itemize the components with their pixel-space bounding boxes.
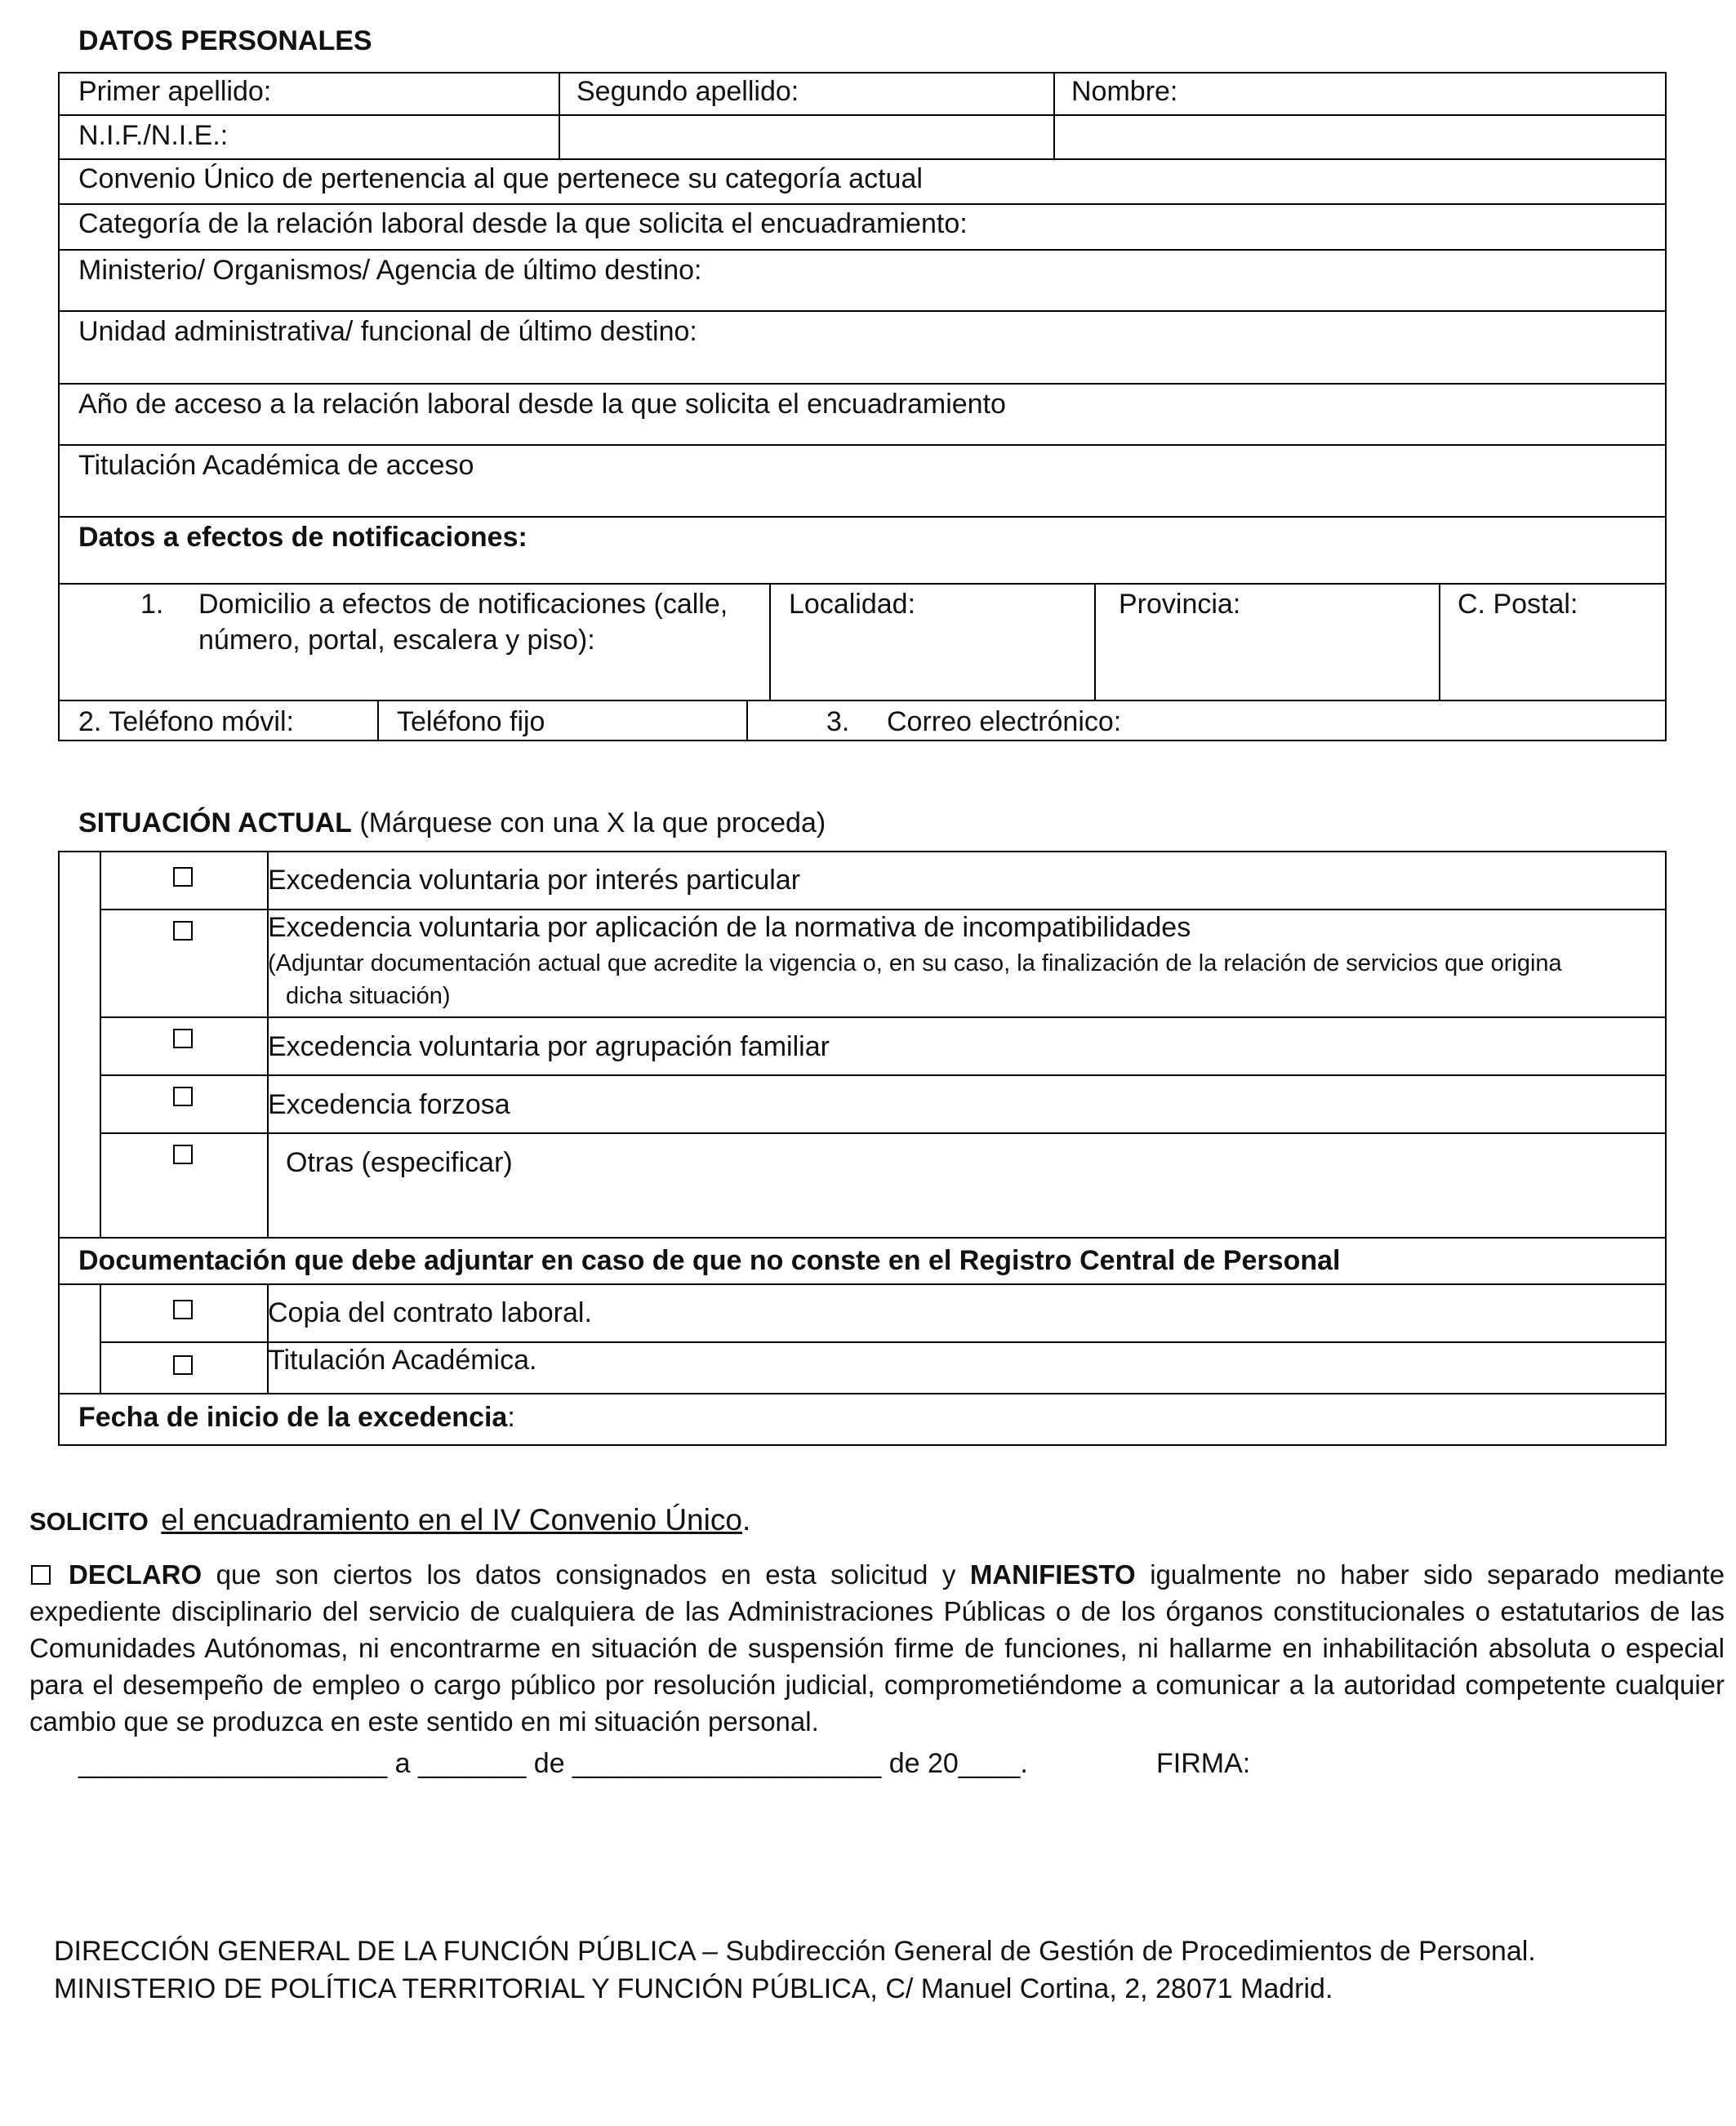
section-title-datos-personales: DATOS PERSONALES	[78, 25, 372, 56]
field-unidad: Unidad administrativa/ funcional de último destino:	[78, 316, 697, 347]
option-excedencia-incompatibilidades: Excedencia voluntaria por aplicación de la normativa de incompatibilidades	[268, 912, 1191, 943]
situacion-heading-note: (Márquese con una X la que proceda)	[351, 807, 826, 838]
field-primer-apellido: Primer apellido:	[78, 76, 272, 107]
doc-titulacion-academica: Titulación Académica.	[268, 1345, 537, 1376]
option-excedencia-forzosa: Excedencia forzosa	[268, 1089, 510, 1120]
field-nombre: Nombre:	[1071, 76, 1178, 107]
declaro-text-2: igualmente no haber sido separado mediante expediente disciplinario del servicio de cualquiera de las Administraciones Públicas o de los órganos constitucionales o estatutarios de las Comunidades Autónomas, ni encontrarme en situación de suspensión firme de funciones, ni hallarme en inhabilitación absoluta o especial para el desempeño de empleo o cargo público por resolución judicial, comprometiéndome a comunicar a la autoridad competente cualquier cambio que se produzca en este sentido en mi situación personal.	[29, 1559, 1725, 1737]
checkbox-otras[interactable]	[173, 1145, 193, 1164]
solicito-text: el encuadramiento en el IV Convenio Único	[161, 1503, 742, 1537]
field-codigo-postal: C. Postal:	[1458, 589, 1578, 620]
declaro-paragraph	[29, 1556, 1725, 1740]
field-nif: N.I.F./N.I.E.:	[78, 120, 229, 151]
section-title-situacion	[78, 807, 826, 839]
checkbox-excedencia-interes-particular[interactable]	[173, 867, 193, 887]
field-telefono-movil: 2. Teléfono móvil:	[78, 706, 294, 737]
option-otras: Otras (especificar)	[286, 1147, 513, 1178]
field-segundo-apellido: Segundo apellido:	[576, 76, 799, 107]
checkbox-copia-contrato[interactable]	[173, 1300, 193, 1319]
field-convenio: Convenio Único de pertenencia al que pertenece su categoría actual	[78, 163, 923, 194]
declaro-text-1: que son ciertos los datos consignados en esta solicitud y	[202, 1559, 970, 1590]
manifiesto-word: MANIFIESTO	[969, 1559, 1136, 1590]
list-number-3: 3.	[826, 706, 850, 737]
solicito-statement	[29, 1504, 750, 1538]
footer-line-2: MINISTERIO DE POLÍTICA TERRITORIAL Y FUNCIÓN PÚBLICA, C/ Manuel Cortina, 2, 28071 Madrid.	[54, 1973, 1333, 2004]
field-localidad: Localidad:	[789, 589, 916, 620]
notifications-heading: Datos a efectos de notificaciones:	[78, 522, 527, 553]
situacion-heading-bold: SITUACIÓN ACTUAL	[78, 807, 352, 838]
footer-line-1: DIRECCIÓN GENERAL DE LA FUNCIÓN PÚBLICA – Subdirección General de Gestión de Procedimientos de Personal.	[54, 1936, 1536, 1967]
checkbox-titulacion-academica[interactable]	[173, 1355, 193, 1375]
checkbox-excedencia-forzosa[interactable]	[173, 1087, 193, 1106]
checkbox-excedencia-incompatibilidades[interactable]	[173, 921, 193, 941]
field-anio-acceso: Año de acceso a la relación laboral desde la que solicita el encuadramiento	[78, 389, 1006, 420]
declaro-word: DECLARO	[69, 1559, 203, 1590]
field-categoria: Categoría de la relación laboral desde la que solicita el encuadramiento:	[78, 208, 968, 239]
field-correo: Correo electrónico:	[887, 706, 1122, 737]
field-ministerio: Ministerio/ Organismos/ Agencia de último destino:	[78, 255, 702, 286]
field-fecha-inicio-excedencia	[78, 1401, 515, 1434]
field-provincia: Provincia:	[1119, 589, 1241, 620]
solicito-dot: .	[741, 1503, 751, 1537]
checkbox-excedencia-agrupacion-familiar[interactable]	[173, 1029, 193, 1048]
documentacion-heading: Documentación que debe adjuntar en caso de que no conste en el Registro Central de Personal	[78, 1245, 1341, 1276]
field-telefono-fijo: Teléfono fijo	[397, 706, 545, 737]
option-excedencia-agrupacion-familiar: Excedencia voluntaria por agrupación familiar	[268, 1031, 830, 1062]
field-titulacion: Titulación Académica de acceso	[78, 450, 474, 481]
firma-label: FIRMA:	[1156, 1748, 1251, 1779]
fecha-inicio-label: Fecha de inicio de la excedencia	[78, 1402, 508, 1433]
option-incompatibilidades-note-line1: (Adjuntar documentación actual que acredite la vigencia o, en su caso, la finalización de la relación de servicios que origina	[268, 950, 1562, 976]
doc-copia-contrato: Copia del contrato laboral.	[268, 1297, 592, 1328]
field-domicilio-line2: número, portal, escalera y piso):	[198, 625, 595, 656]
option-excedencia-interes-particular: Excedencia voluntaria por interés particular	[268, 865, 801, 896]
option-incompatibilidades-note-line2: dicha situación)	[286, 983, 451, 1009]
fecha-inicio-colon: :	[507, 1402, 515, 1433]
list-number-1: 1.	[140, 589, 164, 620]
solicito-word: SOLICITO	[29, 1507, 149, 1536]
field-domicilio-line1: Domicilio a efectos de notificaciones (calle,	[198, 589, 728, 620]
date-place-line: ____________________ a _______ de ____________________ de 20____.	[78, 1748, 1028, 1779]
